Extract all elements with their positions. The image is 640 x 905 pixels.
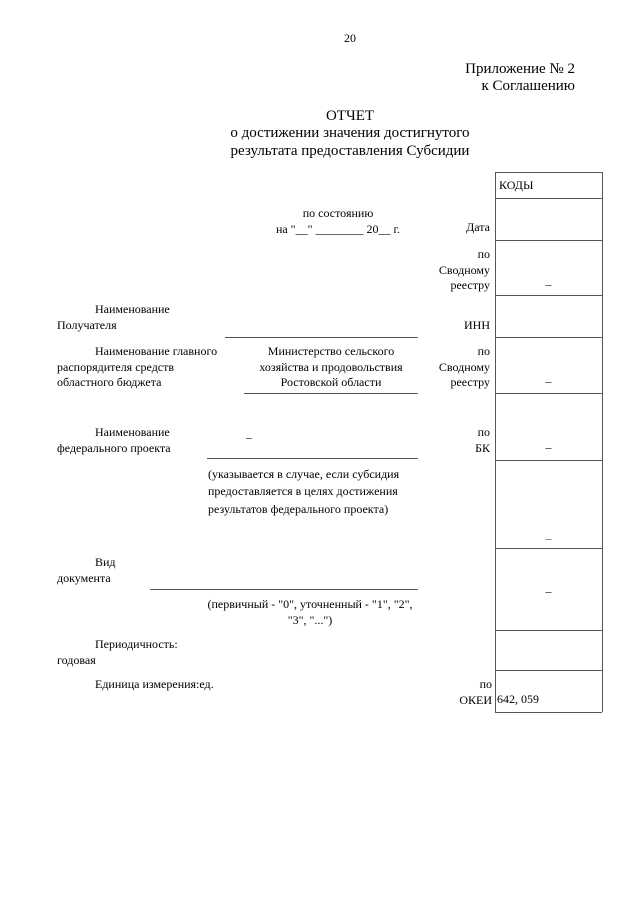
recipient-label-line-2: Получателя: [57, 317, 117, 332]
recipient-label: [57, 302, 170, 333]
appendix-block: [420, 61, 575, 96]
as-of-line-2: на "__" ________ 20__ г.: [275, 221, 401, 236]
bk-label-line-1: по: [477, 425, 490, 439]
codes-row-border: [495, 670, 602, 671]
main-manager-label-line-3: областного бюджета: [57, 375, 162, 390]
periodicity-label-line-2: годовая: [57, 652, 96, 667]
doc-type-note-line-1: (первичный - "0", уточненный - "1", "2",: [207, 597, 413, 611]
okei-value: 642, 059: [497, 692, 539, 706]
codes-row-border: [495, 393, 602, 394]
federal-note-line-2: предоставляется в целях достижения: [208, 484, 398, 499]
codes-header: КОДЫ: [499, 178, 534, 192]
main-manager-underline: [244, 393, 418, 394]
federal-project-label: [57, 425, 171, 456]
doc-type-note-line-2: "3", "..."): [287, 612, 333, 627]
title-line-2: о достижении значения достигнутого: [230, 125, 470, 142]
main-manager-label-line-1: Наименование главного: [95, 344, 218, 358]
title-line-3: результата предоставления Субсидии: [230, 142, 470, 159]
codes-row-border: [495, 172, 602, 173]
title-line-1: ОТЧЕТ: [325, 108, 375, 124]
doc-type-underline: [150, 589, 418, 590]
doc-type-label: [57, 555, 116, 586]
appendix-line-1: Приложение № 2: [465, 61, 575, 77]
doc-type-label-line-1: Вид: [95, 555, 116, 569]
codes-row-border: [495, 712, 602, 713]
federal-project-label-line-1: Наименование: [95, 425, 170, 439]
doc-type-note: [185, 597, 435, 628]
registry-label-2-line-3: реестру: [450, 375, 490, 390]
bk-value: –: [545, 440, 552, 454]
registry-label-1-line-3: реестру: [450, 278, 490, 293]
registry-label-2-line-1: по: [477, 344, 490, 358]
recipient-label-line-1: Наименование: [95, 302, 170, 316]
main-manager-label-line-2: распорядителя средств: [57, 359, 175, 374]
federal-project-value: _: [246, 426, 252, 440]
federal-note-line-3: результатов федерального проекта): [208, 501, 389, 516]
codes-row-border: [495, 630, 602, 631]
registry-label-1-line-1: по: [477, 247, 490, 261]
unit-label: Единица измерения:ед.: [95, 677, 214, 691]
registry-label-1-line-2: Сводному: [438, 262, 490, 277]
federal-note-code: _: [545, 527, 552, 541]
codes-row-border: [495, 548, 602, 549]
codes-row-border: [495, 240, 602, 241]
okei-label: [430, 677, 492, 708]
date-label: Дата: [466, 220, 490, 234]
registry-value-1: –: [545, 277, 552, 291]
recipient-underline: [225, 337, 418, 338]
doc-type-label-line-2: документа: [57, 570, 111, 585]
codes-row-border: [495, 337, 602, 338]
main-manager-value-line-1: Министерство сельского: [267, 344, 395, 358]
main-manager-value-line-2: хозяйства и продовольствия: [259, 359, 403, 374]
main-manager-value: [244, 344, 418, 391]
federal-project-label-line-2: федерального проекта: [57, 440, 171, 455]
main-manager-label: [57, 344, 217, 391]
as-of-date: [258, 206, 418, 237]
federal-project-underline: [207, 458, 418, 459]
main-manager-value-line-3: Ростовской области: [280, 375, 382, 390]
federal-note-line-1: (указывается в случае, если субсидия: [208, 467, 400, 481]
okei-label-line-1: по: [479, 677, 492, 691]
codes-row-border: [495, 198, 602, 199]
codes-row-border: [495, 460, 602, 461]
okei-label-line-2: ОКЕИ: [459, 692, 492, 707]
bk-label: [430, 425, 490, 456]
inn-label: ИНН: [464, 318, 490, 332]
registry-label-1: [420, 247, 490, 294]
bk-label-line-2: БК: [475, 440, 490, 455]
codes-table-right-border: [602, 172, 603, 712]
as-of-line-1: по состоянию: [302, 206, 374, 220]
codes-row-border: [495, 295, 602, 296]
appendix-line-2: к Соглашению: [481, 78, 575, 95]
page-number: 20: [344, 31, 356, 45]
registry-value-2: –: [545, 374, 552, 388]
doc-type-code: –: [545, 584, 552, 598]
federal-project-note: [208, 466, 399, 518]
report-title: [0, 108, 640, 160]
periodicity-label: [57, 637, 178, 668]
registry-label-2: [420, 344, 490, 391]
periodicity-label-line-1: Периодичность:: [95, 637, 178, 651]
registry-label-2-line-2: Сводному: [438, 359, 490, 374]
